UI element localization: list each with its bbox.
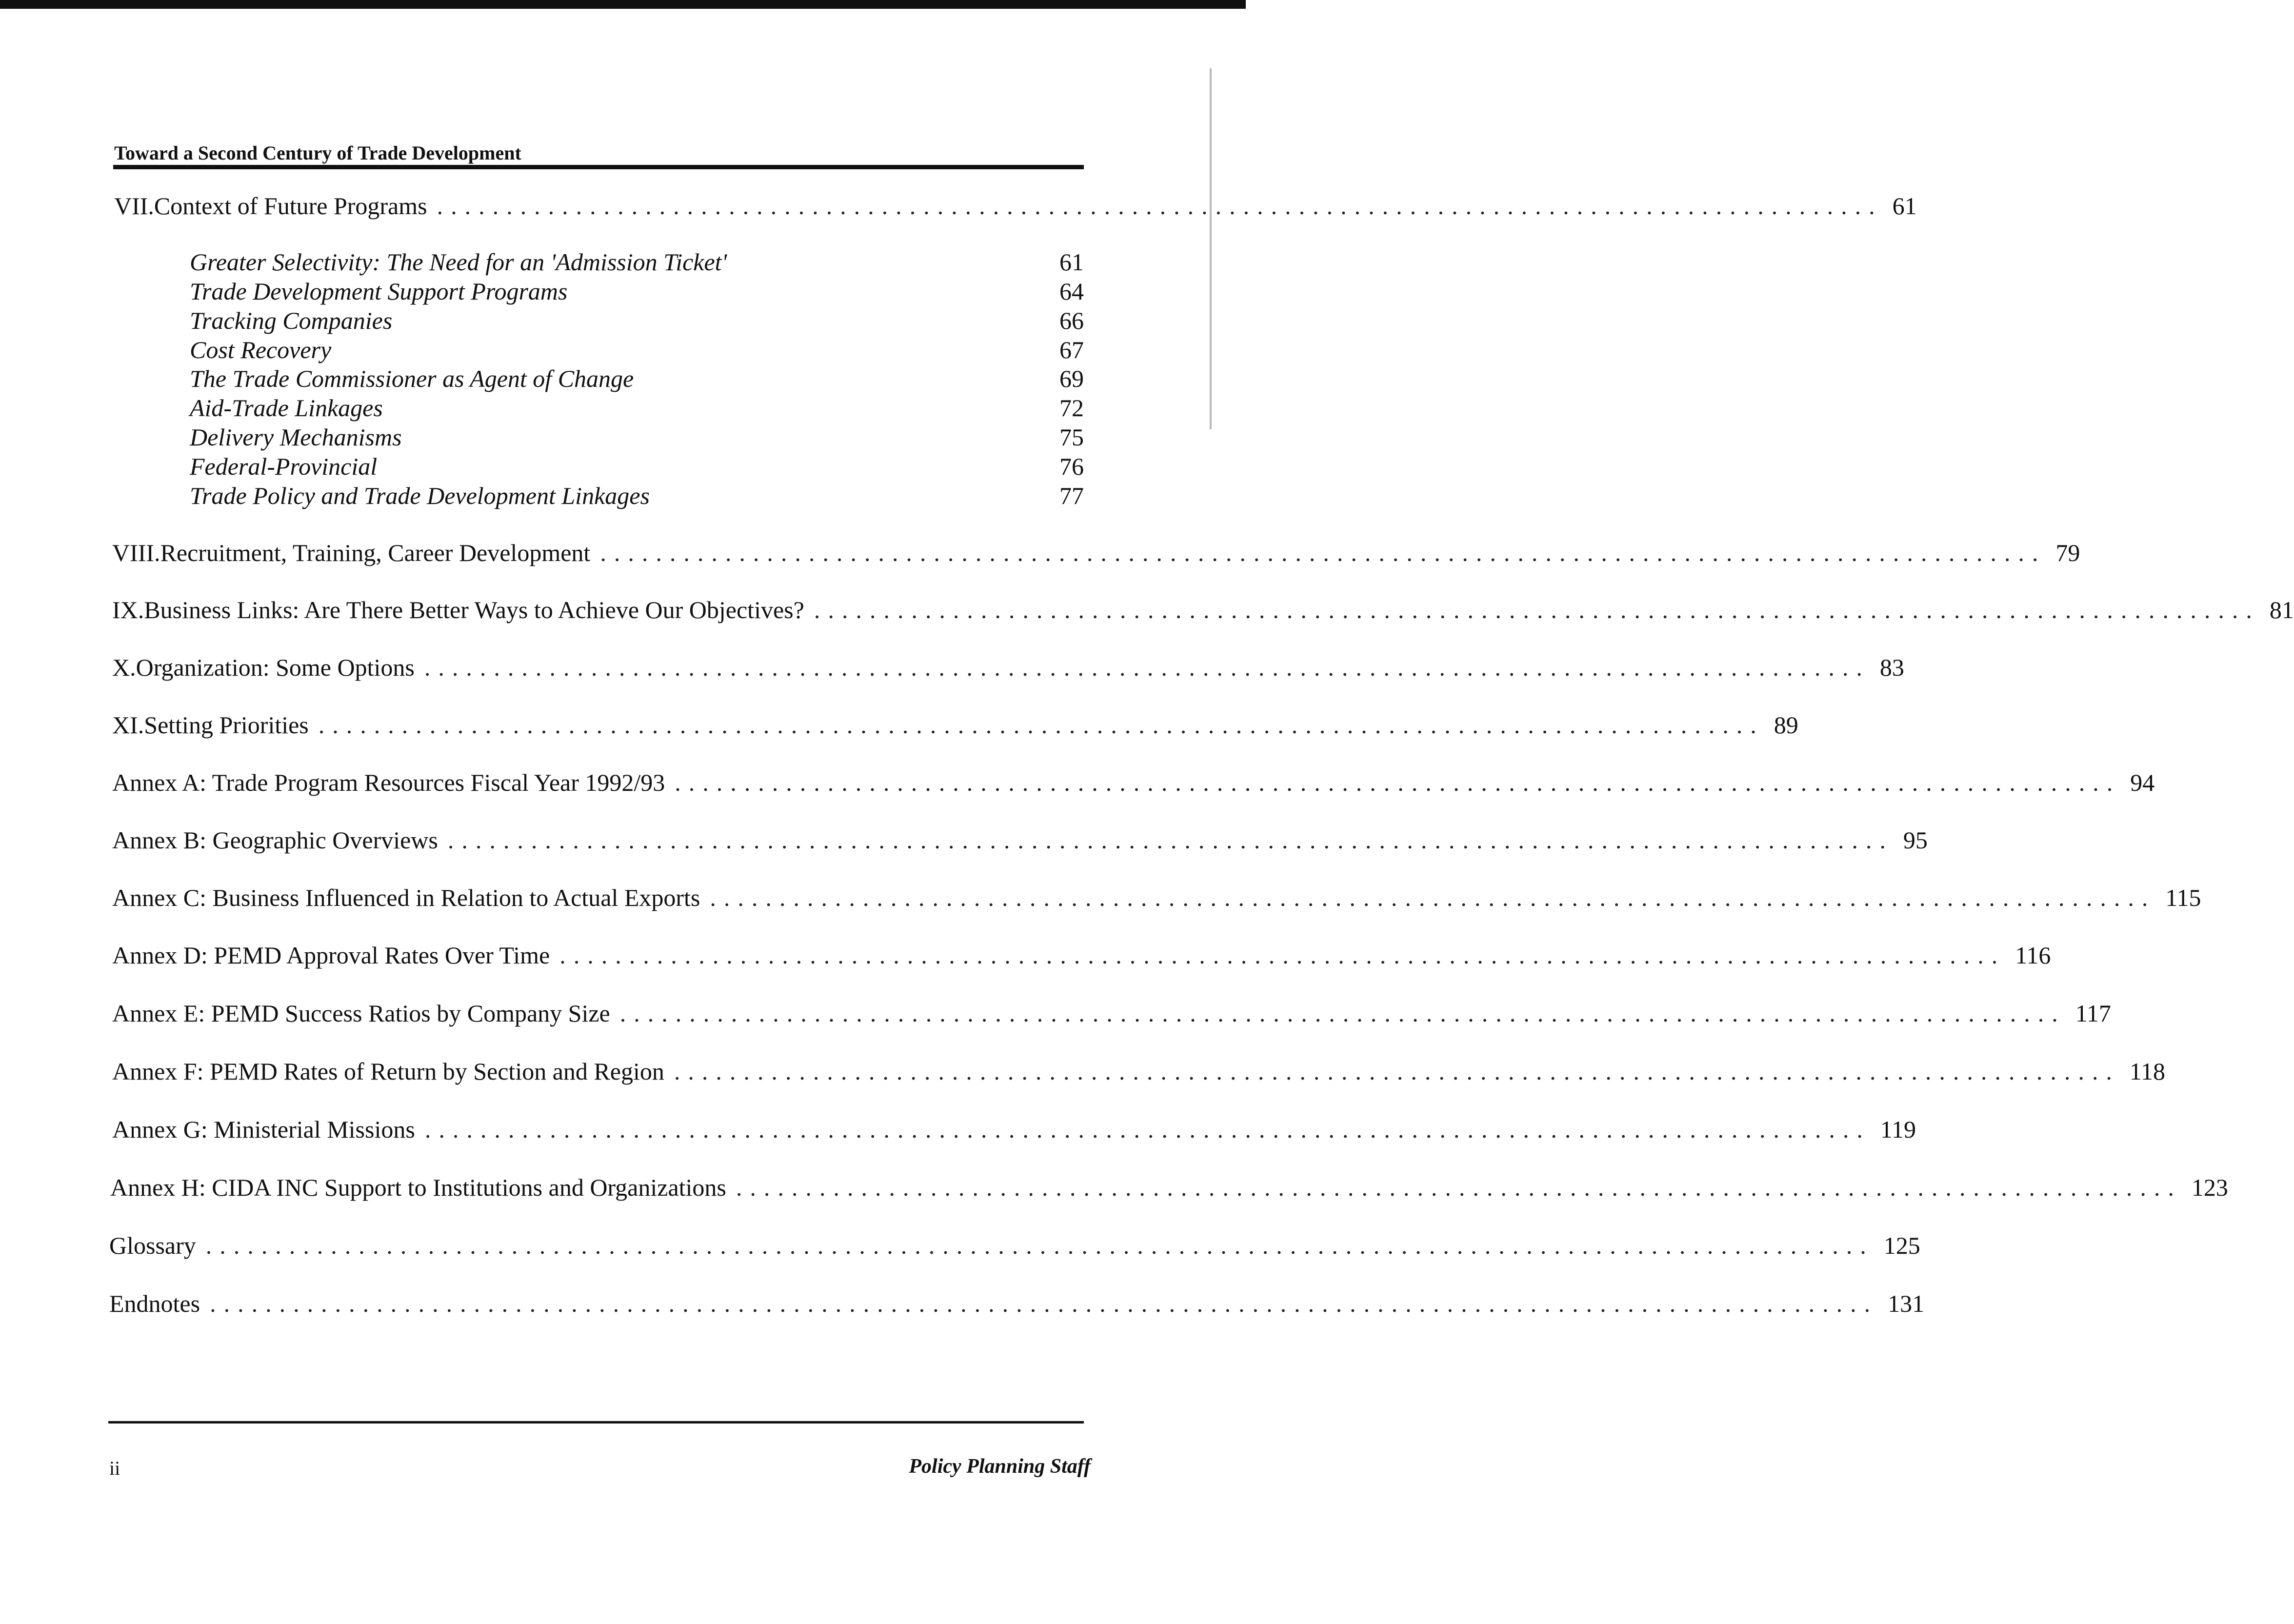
subsection-title: Delivery Mechanisms (190, 423, 402, 451)
toc-glossary[interactable] (109, 1231, 1920, 1260)
page-number: 118 (2129, 1058, 2165, 1085)
toc-subsection[interactable] (190, 248, 1084, 276)
page-number: 123 (2191, 1174, 2228, 1201)
section-title: Organization: Some Options (136, 654, 415, 681)
dot-leader: ........................................................................................................ (619, 1000, 2066, 1027)
page-number: 69 (1059, 365, 1084, 392)
page-number: 115 (2165, 884, 2201, 911)
page-number: 131 (1888, 1290, 1925, 1317)
toc-subsection[interactable] (190, 452, 1084, 481)
toc-subsection[interactable] (190, 336, 1084, 364)
toc-subsection[interactable] (190, 423, 1084, 451)
subsection-title: Cost Recovery (190, 336, 332, 363)
toc-annex-b[interactable] (112, 825, 1928, 855)
toc-subsection[interactable] (190, 277, 1084, 305)
subsection-title: Greater Selectivity: The Need for an 'Admission Ticket' (190, 248, 727, 276)
page-number: 67 (1059, 336, 1084, 363)
section-number: VII. (114, 192, 154, 220)
page-number: 116 (2015, 942, 2051, 969)
page-number: 76 (1059, 453, 1084, 480)
annex-title: Annex G: Ministerial Missions (112, 1116, 415, 1143)
toc-annex-e[interactable] (112, 999, 2111, 1028)
footer-publisher: Policy Planning Staff (909, 1455, 1091, 1478)
annex-title: Annex F: PEMD Rates of Return by Section and Region (112, 1058, 664, 1085)
page-number: 61 (1059, 248, 1084, 276)
page-number: 64 (1059, 278, 1084, 305)
dot-leader: ........................................................................................................ (424, 1116, 1871, 1143)
dot-leader: ........................................................................................................................ (205, 1232, 1874, 1259)
section-number: VIII. (112, 539, 160, 566)
dot-leader: ........................................................................................................ (559, 942, 2006, 969)
toc-subsection[interactable] (190, 306, 1084, 335)
dot-leader: ........................................................................................................ (424, 654, 1870, 681)
dot-leader: ........................................................................................................ (736, 1174, 2182, 1201)
toc-annex-a[interactable] (112, 768, 2155, 797)
page-number: 89 (1774, 711, 1798, 739)
page-number: 66 (1059, 307, 1084, 334)
subsection-title: Tracking Companies (190, 307, 393, 334)
running-header: Toward a Second Century of Trade Development (114, 142, 521, 164)
section-number: IX. (112, 596, 144, 623)
page-number: 81 (2269, 596, 2294, 623)
toc-section-vii[interactable] (114, 191, 1917, 221)
dot-leader: ........................................................................................................ (674, 1058, 2120, 1085)
annex-title: Annex B: Geographic Overviews (112, 826, 438, 854)
annex-title: Annex C: Business Influenced in Relation to Actual Exports (112, 884, 700, 911)
section-number: X. (112, 654, 136, 681)
toc-annex-h[interactable] (110, 1173, 2228, 1202)
subsection-title: Aid-Trade Linkages (190, 394, 383, 421)
annex-title: Annex D: PEMD Approval Rates Over Time (112, 942, 550, 969)
page-number: 94 (2130, 769, 2155, 796)
endnotes-title: Endnotes (109, 1290, 200, 1317)
subsection-title: Federal-Provincial (190, 453, 378, 480)
dot-leader: ........................................................................................................ (675, 769, 2121, 796)
toc-annex-c[interactable] (112, 883, 2201, 912)
page-number: 72 (1059, 394, 1084, 421)
page-number: 117 (2075, 1000, 2111, 1027)
section-title: Setting Priorities (144, 711, 309, 739)
toc-endnotes[interactable] (109, 1289, 1925, 1318)
subsection-title: The Trade Commissioner as Agent of Change (190, 365, 634, 392)
toc-section-ix[interactable] (112, 595, 2294, 624)
dot-leader: ........................................................................................................ (710, 884, 2156, 911)
annex-title: Annex A: Trade Program Resources Fiscal Year 1992/93 (112, 769, 665, 796)
page-number: 77 (1059, 482, 1084, 509)
toc-annex-d[interactable] (112, 941, 2051, 970)
page-number: 119 (1880, 1116, 1916, 1143)
toc-subsection[interactable] (190, 481, 1084, 510)
section-title: Business Links: Are There Better Ways to Achieve Our Objectives? (144, 596, 804, 623)
page-number: 61 (1892, 192, 1917, 220)
dot-leader: ........................................................................................................ (437, 192, 1883, 220)
toc-section-x[interactable] (112, 653, 1904, 682)
dot-leader: ........................................................................................................ (814, 596, 2260, 623)
page-number: 95 (1903, 826, 1928, 854)
footer-page-number: ii (109, 1457, 120, 1479)
section-number: XI. (112, 711, 144, 739)
section-title: Recruitment, Training, Career Development (160, 539, 591, 566)
page-number: 75 (1059, 423, 1084, 451)
section-title: Context of Future Programs (154, 192, 427, 220)
toc-section-viii[interactable] (112, 538, 2080, 567)
page-number: 125 (1883, 1232, 1920, 1259)
toc-section-xi[interactable] (112, 710, 1798, 740)
subsection-title: Trade Development Support Programs (190, 278, 568, 305)
toc-subsection[interactable] (190, 394, 1084, 422)
dot-leader: ........................................................................................................................ (210, 1290, 1878, 1317)
page-number: 79 (2055, 539, 2080, 566)
annex-title: Annex E: PEMD Success Ratios by Company Size (112, 1000, 610, 1027)
annex-title: Annex H: CIDA INC Support to Institutions and Organizations (110, 1174, 726, 1201)
page-number: 83 (1879, 654, 1904, 681)
dot-leader: ........................................................................................................ (318, 711, 1764, 739)
dot-leader: ........................................................................................................ (600, 539, 2046, 566)
subsection-title: Trade Policy and Trade Development Linkages (190, 482, 650, 509)
toc-annex-f[interactable] (112, 1057, 2165, 1086)
toc-subsection[interactable] (190, 364, 1084, 393)
toc-annex-g[interactable] (112, 1115, 1916, 1144)
dot-leader: ........................................................................................................ (447, 826, 1894, 854)
glossary-title: Glossary (109, 1232, 196, 1259)
footer-rule (108, 1421, 1084, 1424)
